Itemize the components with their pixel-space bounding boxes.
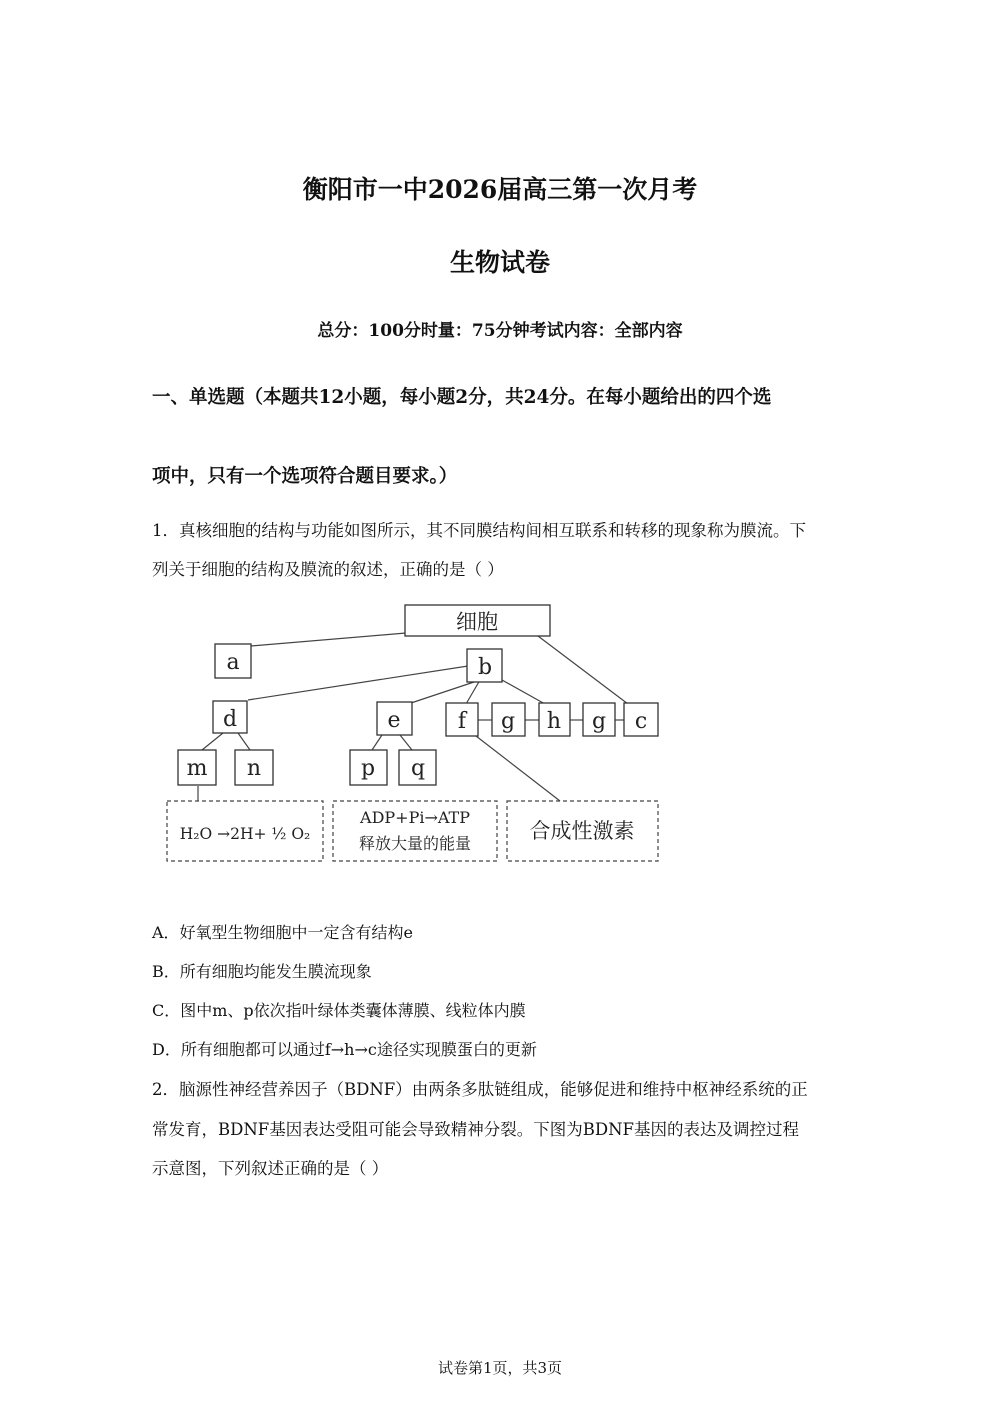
node-a-label: a (226, 650, 240, 675)
node-g1-label: g (500, 709, 516, 734)
node-p-label: p (360, 756, 376, 781)
node-c-label: c (634, 709, 648, 734)
question-1-stem-line2: 列关于细胞的结构及膜流的叙述，正确的是（ ） (152, 560, 504, 579)
node-m-label: m (186, 756, 208, 781)
exam-subject: 生物试卷 (449, 248, 550, 277)
section-heading-line1: 一、单选题（本题共12小题，每小题2分，共24分。在每小题给出的四个选 (152, 387, 772, 408)
node-h-label: h (546, 709, 562, 734)
exam-title: 衡阳市一中2026届高三第一次月考 (302, 175, 698, 204)
option-b: B．所有细胞均能发生膜流现象 (152, 962, 372, 981)
exam-info: 总分：100分时量：75分钟考试内容：全部内容 (317, 321, 683, 341)
node-f-label: f (457, 709, 467, 734)
option-d: D．所有细胞都可以通过f→h→c途径实现膜蛋白的更新 (152, 1040, 537, 1059)
question-2-stem-line2: 常发育，BDNF基因表达受阻可能会导致精神分裂。下图为BDNF基因的表达及调控过程 (152, 1120, 799, 1139)
node-e-label: e (387, 708, 401, 733)
section-heading-line2: 项中，只有一个选项符合题目要求。） (152, 466, 458, 487)
question-2-stem-line1: 2．脑源性神经营养因子（BDNF）由两条多肽链组成，能够促进和维持中枢神经系统的正 (152, 1080, 808, 1099)
node-n-label: n (246, 756, 262, 781)
option-a: A．好氧型生物细胞中一定含有结构e (152, 923, 414, 942)
question-2-stem-line3: 示意图，下列叙述正确的是（ ） (152, 1159, 389, 1178)
water-split-equation: H₂O →2H+ ½ O₂ (179, 825, 311, 843)
node-d-label: d (222, 707, 238, 732)
energy-release-label: 释放大量的能量 (358, 834, 472, 853)
node-b-label: b (477, 655, 493, 680)
atp-equation: ADP+Pi→ATP (360, 808, 470, 827)
sex-hormone-synthesis-label: 合成性激素 (529, 819, 635, 843)
node-cell-label: 细胞 (456, 610, 498, 634)
page-footer: 试卷第1页，共3页 (437, 1359, 563, 1377)
question-1-stem-line1: 1．真核细胞的结构与功能如图所示，其不同膜结构间相互联系和转移的现象称为膜流。下 (152, 521, 806, 540)
node-q-label: q (410, 756, 426, 781)
option-c: C．图中m、p依次指叶绿体类囊体薄膜、线粒体内膜 (152, 1001, 526, 1020)
node-g2-label: g (591, 709, 607, 734)
cell-structure-diagram (150, 598, 680, 870)
